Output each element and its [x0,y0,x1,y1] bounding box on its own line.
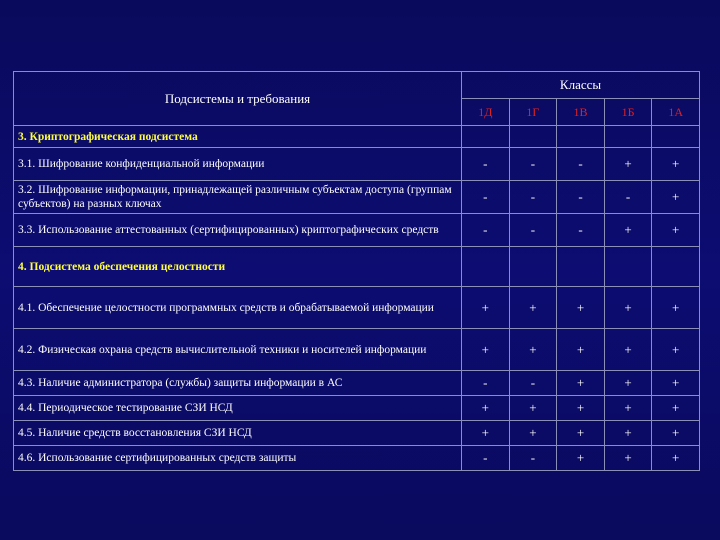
requirement-value: - [509,371,557,396]
requirement-value: - [462,446,510,471]
header-classes: Классы [462,72,700,99]
empty-cell [509,247,557,287]
empty-cell [509,126,557,148]
class-header: 1Г [509,99,557,126]
class-header: 1А [652,99,700,126]
requirement-value: + [557,287,605,329]
requirement-value: + [557,446,605,471]
empty-cell [462,247,510,287]
requirement-value: + [604,446,652,471]
requirement-value: + [652,371,700,396]
empty-cell [652,247,700,287]
header-title: Подсистемы и требования [14,72,462,126]
requirements-table [13,71,700,471]
table-row [14,214,700,247]
requirement-value: + [509,396,557,421]
table-row [14,396,700,421]
requirement-value: + [652,287,700,329]
empty-cell [604,126,652,148]
requirement-label: 4.1. Обеспечение целостности программных средств и обрабатываемой информации [14,287,462,329]
requirement-value: - [509,214,557,247]
requirement-value: - [557,181,605,214]
table-row [14,329,700,371]
requirement-value: + [604,214,652,247]
table-row [14,181,700,214]
requirement-value: + [557,329,605,371]
requirement-label: 4.6. Использование сертифицированных средств защиты [14,446,462,471]
requirement-value: - [509,446,557,471]
requirement-value: + [509,421,557,446]
empty-cell [462,126,510,148]
requirement-label: 4.2. Физическая охрана средств вычислительной техники и носителей информации [14,329,462,371]
requirement-label: 3.2. Шифрование информации, принадлежащей различным субъектам доступа (группам субъектов) на разных ключах [14,181,462,214]
table-row [14,287,700,329]
requirement-value: + [509,287,557,329]
requirement-value: - [462,148,510,181]
requirement-value: + [462,329,510,371]
requirement-label: 4.4. Периодическое тестирование СЗИ НСД [14,396,462,421]
section-title: 4. Подсистема обеспечения целостности [14,247,462,287]
requirement-value: + [604,396,652,421]
requirement-value: + [652,214,700,247]
requirement-value: + [604,371,652,396]
requirement-value: + [652,148,700,181]
requirement-value: + [604,287,652,329]
requirement-label: 3.1. Шифрование конфиденциальной информации [14,148,462,181]
requirement-value: + [652,396,700,421]
table-row [14,446,700,471]
table-row [14,371,700,396]
requirement-label: 3.3. Использование аттестованных (сертифицированных) криптографических средств [14,214,462,247]
class-header: 1Б [604,99,652,126]
table-row [14,421,700,446]
section-row [14,126,700,148]
requirement-value: - [557,148,605,181]
empty-cell [652,126,700,148]
requirement-value: - [462,371,510,396]
requirement-value: - [509,181,557,214]
requirement-value: + [557,371,605,396]
requirement-value: + [652,421,700,446]
requirement-value: + [604,148,652,181]
requirement-value: + [652,181,700,214]
requirement-label: 4.3. Наличие администратора (службы) защиты информации в АС [14,371,462,396]
requirement-value: + [462,287,510,329]
requirement-value: + [509,329,557,371]
requirement-label: 4.5. Наличие средств восстановления СЗИ НСД [14,421,462,446]
empty-cell [557,247,605,287]
requirement-value: + [652,446,700,471]
requirement-value: + [462,421,510,446]
table-row [14,148,700,181]
requirement-value: - [557,214,605,247]
class-header: 1Д [462,99,510,126]
section-row [14,247,700,287]
empty-cell [557,126,605,148]
requirement-value: + [462,396,510,421]
requirement-value: - [462,181,510,214]
requirement-value: - [462,214,510,247]
requirement-value: - [604,181,652,214]
requirement-value: + [604,329,652,371]
empty-cell [604,247,652,287]
class-header: 1В [557,99,605,126]
section-title: 3. Криптографическая подсистема [14,126,462,148]
requirement-value: + [557,396,605,421]
requirement-value: + [557,421,605,446]
requirement-value: + [652,329,700,371]
requirement-value: - [509,148,557,181]
requirement-value: + [604,421,652,446]
